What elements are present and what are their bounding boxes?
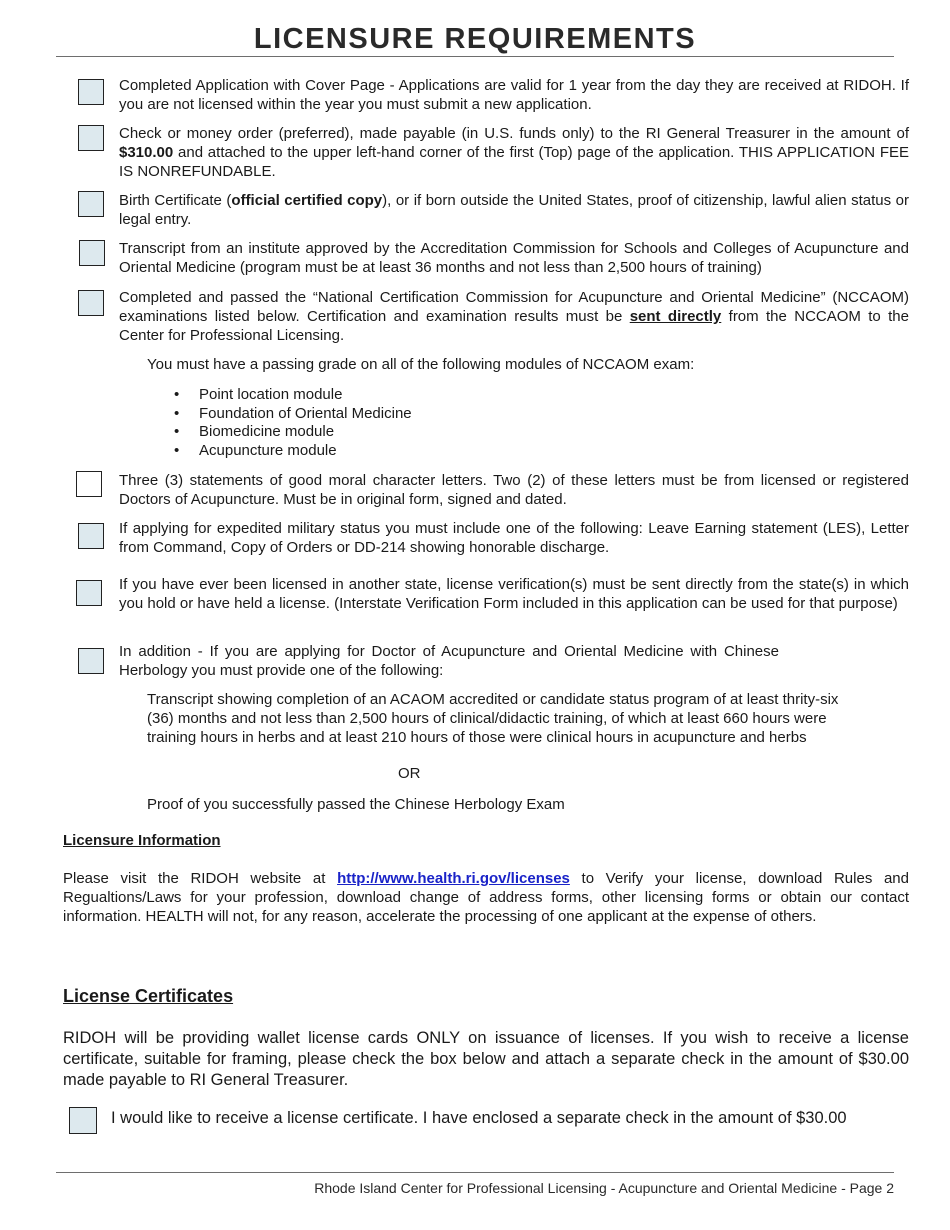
sent-directly: sent directly: [629, 308, 722, 325]
item-military-text: If applying for expedited military status you must include one of the following: Leave Earning statement (LES), Letter from Command, Copy of Orders or DD-214 showing honorable discharge.: [119, 520, 909, 556]
bullet-dot: •: [174, 442, 180, 459]
module-biomedicine: Biomedicine module: [199, 423, 335, 440]
list-item: [174, 404, 412, 423]
checkbox-fee[interactable]: [78, 125, 104, 151]
certificate-checkbox-label: I would like to receive a license certificate. I have enclosed a separate check in the amount of $30.00: [111, 1109, 847, 1127]
item-application: [119, 76, 909, 114]
fee-amount: $310.00: [119, 144, 174, 161]
list-item: [174, 441, 337, 460]
item-birth-text: Birth Certificate (: [119, 192, 232, 209]
item-nccaom-text: Completed and passed the “National Certification Commission for Acupuncture and Oriental Medicine” (NCCAOM) examinations listed below. Certification and examination results must be: [119, 289, 909, 325]
license-certificates-heading: License Certificates: [63, 986, 234, 1006]
item-license-verification: [119, 575, 909, 613]
bullet-dot: •: [174, 423, 180, 440]
ridoh-licenses-link[interactable]: http://www.health.ri.gov/licenses: [337, 870, 570, 887]
item-letters-text: Three (3) statements of good moral character letters. Two (2) of these letters must be from licensed or registered Doctors of Acupuncture. Must be in original form, signed and dated.: [119, 472, 909, 508]
nccaom-intro: You must have a passing grade on all of the following modules of NCCAOM exam:: [147, 356, 695, 373]
page-footer: Rhode Island Center for Professional Licensing - Acupuncture and Oriental Medicine - Page 2: [314, 1180, 894, 1196]
item-fee-text-2: and attached to the upper left-hand corner of the first (Top) page of the application. THIS APPLICATION FEE IS NONREFUNDABLE.: [119, 144, 909, 180]
item-nccaom-text-2: from the NCCAOM to the Center for Professional Licensing.: [119, 308, 909, 344]
item-transcript-text: Transcript from an institute approved by the Accreditation Commission for Schools and Colleges of Acupuncture and Oriental Medicine (program must be at least 36 months and not less than 2,500 hours of training): [119, 240, 909, 276]
title-divider: [56, 56, 894, 57]
checkbox-herbology[interactable]: [78, 648, 104, 674]
checkbox-military[interactable]: [78, 523, 104, 549]
item-verification-text: If you have ever been licensed in another state, license verification(s) must be sent directly from the state(s) in which you hold or have held a license. (Interstate Verification Form included in this application can be used for that purpose): [119, 576, 909, 612]
checkbox-license-verification[interactable]: [76, 580, 102, 606]
item-fee: [119, 124, 909, 181]
item-military: [119, 519, 909, 557]
licensure-info-text: Please visit the RIDOH website at: [63, 870, 338, 887]
footer-divider: [56, 1172, 894, 1173]
herb-transcript: Transcript showing completion of an ACAOM accredited or candidate status program of at least thrity-six (36) months and not less than 2,500 hours of clinical/didactic training, of which at least 660 hours were training hours in herbs and at least 210 hours of those were clinical hours in acupuncture and herbs: [147, 691, 839, 746]
licensure-info-paragraph: [63, 869, 909, 926]
checkbox-birth-certificate[interactable]: [78, 191, 104, 217]
page-title: LICENSURE REQUIREMENTS: [253, 23, 697, 55]
license-certificates-paragraph: RIDOH will be providing wallet license cards ONLY on issuance of licenses. If you wish to receive a license certificate, suitable for framing, please check the box below and attach a separate check in the amount of $30.00 made payable to RI General Treasurer.: [63, 1029, 909, 1089]
module-point-location: Point location module: [199, 386, 343, 403]
module-acupuncture: Acupuncture module: [199, 442, 337, 459]
item-herbology-text: In addition - If you are applying for Doctor of Acupuncture and Oriental Medicine with Chinese Herbology you must provide one of the following:: [119, 643, 779, 679]
item-application-text: Completed Application with Cover Page - Applications are valid for 1 year from the day they are received at RIDOH. If you are not licensed within the year you must submit a new application.: [119, 77, 909, 113]
list-item: [174, 385, 342, 404]
item-transcript: [119, 239, 909, 277]
bullet-dot: •: [174, 405, 180, 422]
checkbox-transcript[interactable]: [79, 240, 105, 266]
checkbox-nccaom[interactable]: [78, 290, 104, 316]
licensure-info-heading: Licensure Information: [63, 832, 221, 849]
item-fee-text: Check or money order (preferred), made payable (in U.S. funds only) to the RI General Treasurer in the amount of: [119, 125, 909, 142]
module-foundation: Foundation of Oriental Medicine: [199, 405, 412, 422]
item-birth-certificate: [119, 191, 909, 229]
item-nccaom: [119, 288, 909, 345]
bullet-dot: •: [174, 386, 180, 403]
licensure-info-text-2: to Verify your license, download Rules and Regualtions/Laws for your profession, download change of address forms, other licensing forms or obtain our contact information. HEALTH will not, for any reason, accelerate the processing of one applicant at the expense of others.: [63, 870, 909, 925]
herb-exam: Proof of you successfully passed the Chinese Herbology Exam: [147, 796, 565, 813]
item-character-letters: [119, 471, 909, 509]
checkbox-character-letters[interactable]: [76, 471, 102, 497]
item-birth-text-2: ), or if born outside the United States, proof of citizenship, lawful alien status or legal entry.: [119, 192, 909, 228]
checkbox-application[interactable]: [78, 79, 104, 105]
or-separator: OR: [398, 765, 421, 782]
item-herbology: [119, 642, 779, 680]
list-item: [174, 422, 334, 441]
birth-official-copy: official certified copy: [231, 192, 383, 209]
certificate-checkbox[interactable]: [69, 1107, 97, 1134]
